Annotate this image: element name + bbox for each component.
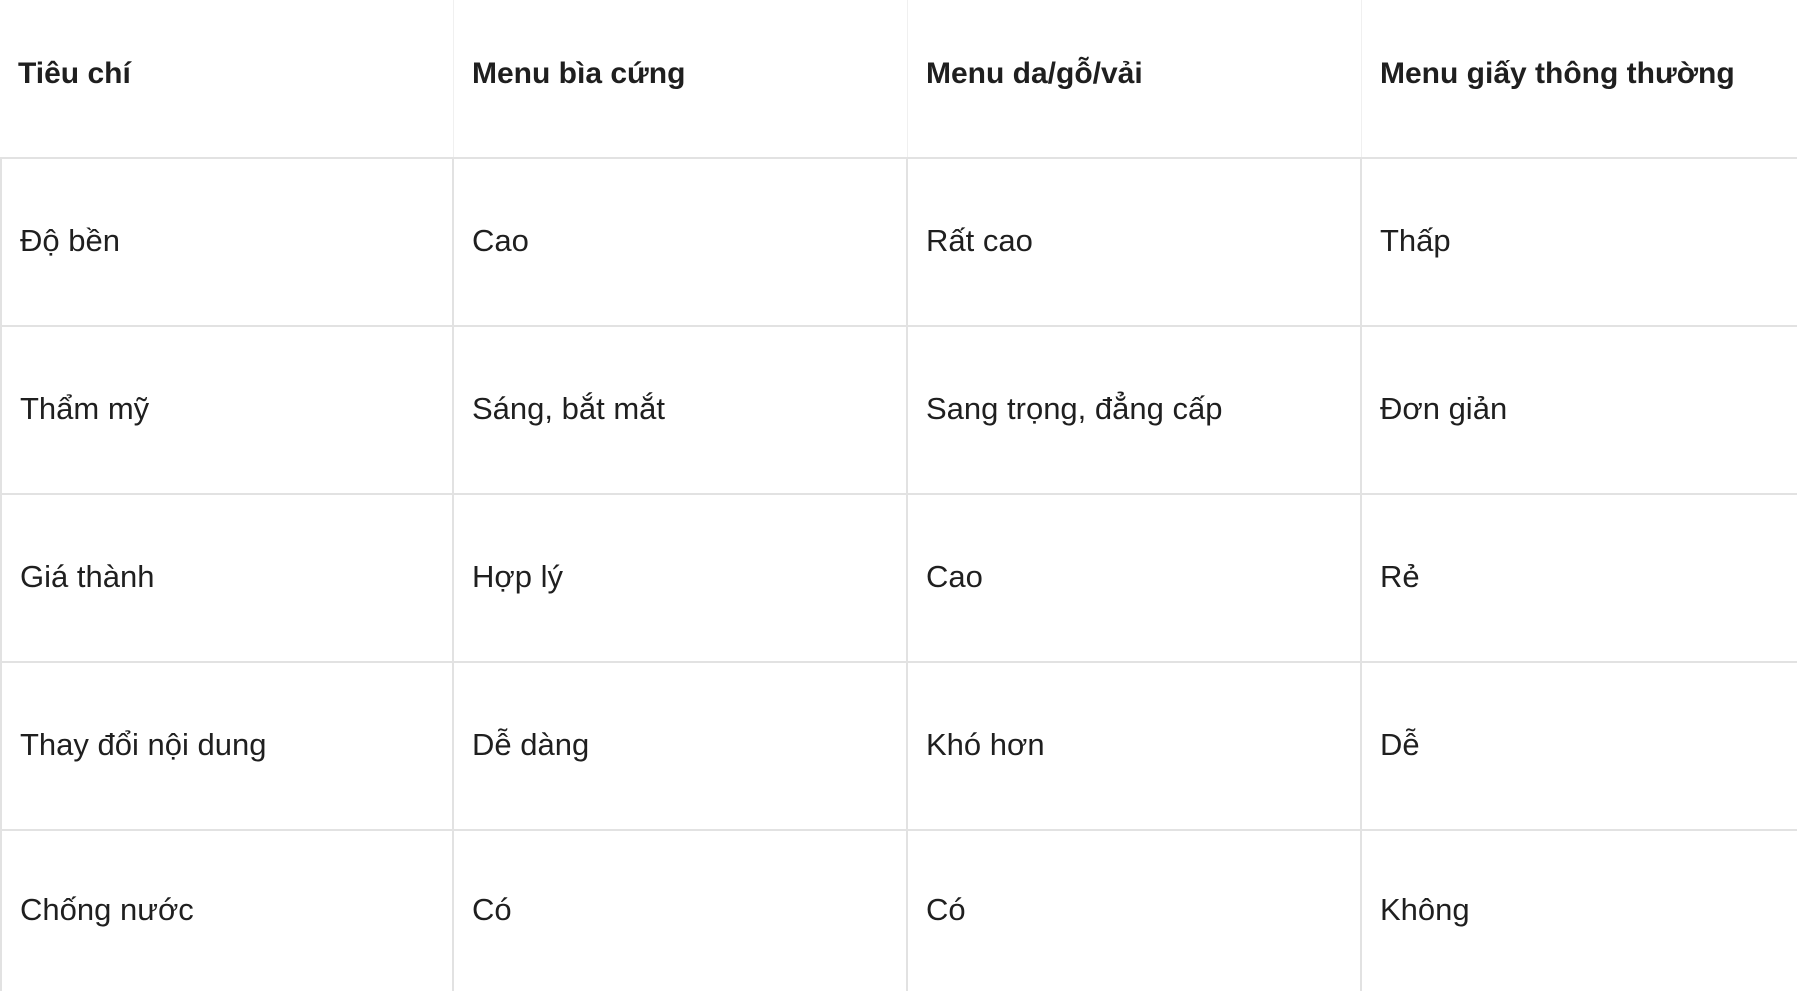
- table-cell: Rẻ: [1380, 559, 1420, 595]
- table-cell: Hợp lý: [454, 495, 908, 661]
- table-cell: Dễ: [1380, 727, 1420, 763]
- table-row: [0, 327, 1797, 495]
- table-cell: Thẩm mỹ: [0, 327, 454, 493]
- table-cell: Giá thành: [0, 495, 454, 661]
- header-hardcover-menu: Menu bìa cứng: [454, 0, 908, 157]
- table-cell: Không: [1380, 892, 1470, 928]
- table-cell: Khó hơn: [908, 663, 1362, 829]
- table-cell: Độ bền: [0, 159, 454, 325]
- table-cell: Rất cao: [908, 159, 1362, 325]
- table-cell: Sang trọng, đẳng cấp: [908, 327, 1362, 493]
- table-cell: Cao: [454, 159, 908, 325]
- header-paper-menu: Menu giấy thông thường: [1380, 56, 1735, 90]
- table-cell: Thay đổi nội dung: [0, 663, 454, 829]
- table-cell: Đơn giản: [1380, 391, 1508, 427]
- header-leather-wood-fabric-menu: Menu da/gỗ/vải: [908, 0, 1362, 157]
- table-row: [0, 495, 1797, 663]
- table-header-row: [0, 0, 1797, 159]
- table-cell: Chống nước: [0, 831, 454, 991]
- table-row: [0, 159, 1797, 327]
- table-row: [0, 663, 1797, 831]
- table-cell: Thấp: [1380, 223, 1451, 259]
- table-cell: Sáng, bắt mắt: [454, 327, 908, 493]
- table-cell: Có: [908, 831, 1362, 991]
- table-row: [0, 831, 1797, 991]
- header-criteria: Tiêu chí: [0, 0, 454, 157]
- table-cell: Dễ dàng: [454, 663, 908, 829]
- table-cell: Cao: [908, 495, 1362, 661]
- table-cell: Có: [454, 831, 908, 991]
